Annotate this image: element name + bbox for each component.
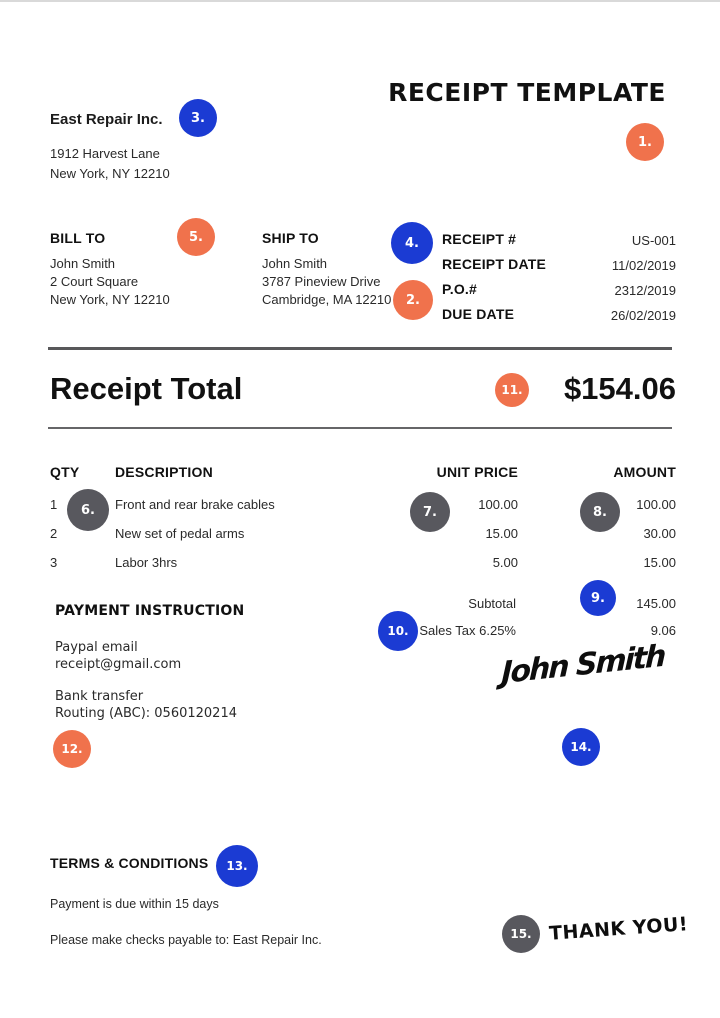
company-name: East Repair Inc. (50, 111, 163, 128)
item-amount: 15.00 (643, 555, 676, 570)
annotation-marker-9: 9. (580, 580, 616, 616)
page-title: RECEIPT TEMPLATE (388, 78, 666, 107)
thank-you-text: THANK YOU! (548, 913, 689, 945)
item-amount: 100.00 (636, 497, 676, 512)
annotation-marker-11: 11. (495, 373, 529, 407)
item-unit-price: 5.00 (492, 555, 518, 570)
ship-to-address-line1: 3787 Pineview Drive (262, 274, 381, 289)
ship-to-address-line2: Cambridge, MA 12210 (262, 292, 392, 307)
company-address-line1: 1912 Harvest Lane (50, 146, 160, 161)
receipt-number-label: RECEIPT # (442, 231, 517, 247)
po-number-label: P.O.# (442, 281, 477, 297)
receipt-total-label: Receipt Total (50, 371, 243, 406)
items-header-amount: AMOUNT (613, 464, 676, 480)
paypal-email: receipt@gmail.com (55, 657, 182, 672)
bill-to-name: John Smith (50, 256, 116, 271)
receipt-date-value: 11/02/2019 (611, 258, 676, 273)
receipt-total-amount: $154.06 (563, 371, 676, 406)
terms-line-1: Payment is due within 15 days (50, 897, 219, 911)
annotation-marker-14: 14. (562, 728, 600, 766)
divider-top (48, 347, 672, 350)
subtotal-value: 145.00 (636, 596, 676, 611)
annotation-marker-1: 1. (626, 123, 664, 161)
annotation-marker-3: 3. (179, 99, 217, 137)
annotation-marker-5: 5. (177, 218, 215, 256)
sales-tax-value: 9.06 (650, 623, 676, 638)
po-number-value: 2312/2019 (614, 283, 676, 298)
bank-routing-number: Routing (ABC): 0560120214 (55, 706, 237, 721)
bill-to-address-line1: 2 Court Square (50, 274, 139, 289)
ship-to-heading: SHIP TO (262, 230, 319, 246)
items-header-unit-price: UNIT PRICE (436, 464, 518, 480)
company-address-line2: New York, NY 12210 (50, 166, 170, 181)
receipt-date-label: RECEIPT DATE (442, 256, 547, 272)
items-header-qty: QTY (50, 464, 80, 480)
payment-instruction-heading: PAYMENT INSTRUCTION (55, 603, 245, 619)
sales-tax-label: Sales Tax 6.25% (419, 623, 516, 638)
annotation-marker-10: 10. (378, 611, 418, 651)
annotation-marker-12: 12. (53, 730, 91, 768)
annotation-marker-6: 6. (67, 489, 109, 531)
annotation-marker-7: 7. (410, 492, 450, 532)
item-qty: 1 (50, 497, 58, 512)
annotation-marker-2: 2. (393, 280, 433, 320)
annotation-marker-8: 8. (580, 492, 620, 532)
annotation-marker-13: 13. (216, 845, 258, 887)
annotation-marker-4: 4. (391, 222, 433, 264)
ship-to-name: John Smith (262, 256, 328, 271)
item-qty: 2 (50, 526, 58, 541)
due-date-value: 26/02/2019 (610, 308, 676, 323)
items-header-description: DESCRIPTION (115, 464, 213, 480)
item-description: New set of pedal arms (115, 526, 245, 541)
item-qty: 3 (50, 555, 58, 570)
item-description: Labor 3hrs (115, 555, 178, 570)
divider-bottom (48, 427, 672, 429)
bank-transfer-label: Bank transfer (55, 689, 144, 704)
bill-to-address-line2: New York, NY 12210 (50, 292, 170, 307)
page-top-edge (0, 0, 720, 2)
terms-heading: TERMS & CONDITIONS (50, 855, 209, 871)
item-unit-price: 15.00 (485, 526, 518, 541)
annotation-marker-15: 15. (502, 915, 540, 953)
due-date-label: DUE DATE (442, 306, 515, 322)
item-unit-price: 100.00 (478, 497, 518, 512)
receipt-number-value: US-001 (631, 233, 676, 248)
terms-line-2: Please make checks payable to: East Repair Inc. (50, 933, 322, 947)
item-description: Front and rear brake cables (115, 497, 275, 512)
signature: John Smith (500, 638, 666, 692)
bill-to-heading: BILL TO (50, 230, 106, 246)
subtotal-label: Subtotal (468, 596, 516, 611)
item-amount: 30.00 (643, 526, 676, 541)
paypal-label: Paypal email (55, 640, 138, 655)
